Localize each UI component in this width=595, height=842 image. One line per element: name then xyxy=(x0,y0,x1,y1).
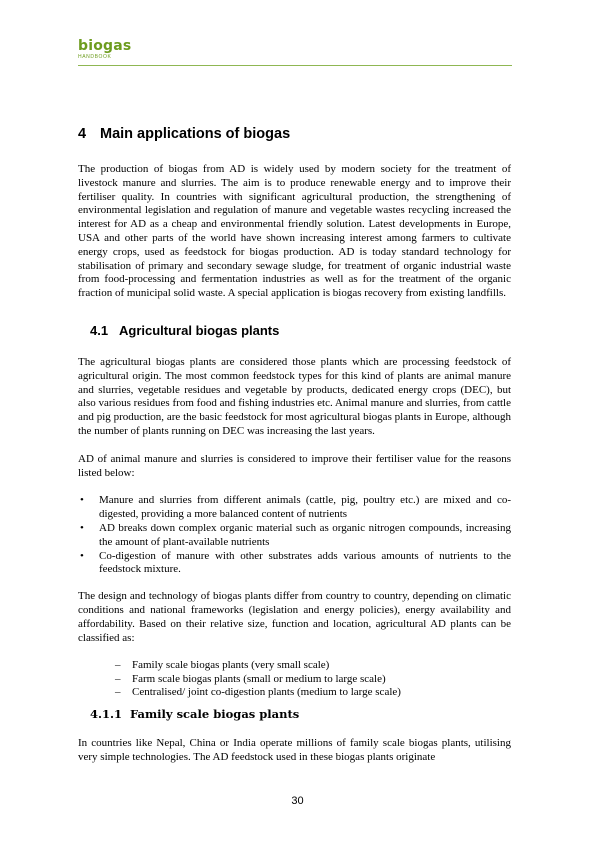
bullet-item xyxy=(78,550,511,578)
subsection-paragraph-1: The agricultural biogas plants are considered those plants which are processing feedstock of agricultural origin. The most common feedstock types for this kind of plants are animal manure and slurries, vegetable residues and vegetable by products, dedicated energy crops (DEC), but also various residues from food and fishing industries etc. Animal manure and slurries, from cattle and pig production, are the basic feedstock for most agricultural biogas plants in Europe, although the number of plants running on DEC was increasing the last years. xyxy=(78,355,511,437)
subsection-title: Agricultural biogas plants xyxy=(119,322,280,338)
running-header xyxy=(78,39,512,60)
dash-item xyxy=(115,659,511,673)
header-divider xyxy=(78,65,512,66)
subsection-paragraph-2: AD of animal manure and slurries is considered to improve their fertiliser value for the reasons listed below: xyxy=(78,452,511,479)
bullet-marker: • xyxy=(80,549,84,562)
dash-text: Centralised/ joint co-digestion plants (medium to large scale) xyxy=(132,686,401,699)
subsection-heading xyxy=(90,323,511,338)
header-brand: biogas xyxy=(78,38,132,54)
bullet-item xyxy=(78,522,511,550)
bullet-text: Co-digestion of manure with other substrates adds various amounts of nutrients to the feedstock mixture. xyxy=(99,549,511,576)
dash-marker: – xyxy=(115,686,121,699)
dash-text: Family scale biogas plants (very small scale) xyxy=(132,659,330,672)
section-title: Main applications of biogas xyxy=(100,126,291,142)
subsection-paragraph-3: The design and technology of biogas plants differ from country to country, depending on climatic conditions and national frameworks (legislation and energy policies), energy availability and affordability. Based on their relative size, function and location, agricultural AD plants can be classified as: xyxy=(78,590,511,644)
subsubsection-title: Family scale biogas plants xyxy=(130,706,300,721)
bullet-text: AD breaks down complex organic material such as organic nitrogen compounds, increasing the amount of plant-available nutrients xyxy=(99,521,511,548)
bullet-item xyxy=(78,494,511,522)
plant-classes-dash-list xyxy=(115,659,511,700)
dash-text: Farm scale biogas plants (small or medium to large scale) xyxy=(132,672,386,685)
header-brand-subtitle: HANDBOOK xyxy=(78,54,112,60)
subsubsection-heading xyxy=(90,707,511,721)
subsubsection-number: 4.1.1 xyxy=(90,706,123,721)
page-number: 30 xyxy=(291,795,304,807)
page-body xyxy=(78,126,511,778)
bullet-marker: • xyxy=(80,521,84,534)
section-number: 4 xyxy=(78,126,87,142)
dash-item xyxy=(115,673,511,687)
bullet-text: Manure and slurries from different animals (cattle, pig, poultry etc.) are mixed and co-digested, providing a more balanced content of nutrients xyxy=(99,494,511,521)
dash-marker: – xyxy=(115,659,121,672)
section-intro-paragraph: The production of biogas from AD is widely used by modern society for the treatment of livestock manure and slurries. The aim is to produce renewable energy and to improve their fertiliser quality. In countries with significant agricultural production, the strengthening of environmental legislation and regulation of manure and vegetable wastes recycling increased the interest for AD as a cheap and environmental friendly solution. Latest developments in Europe, USA and other parts of the world have shown increasing interest among farmers to cultivate energy crops, used as feedstock for biogas production. AD is today standard technology for stabilisation of primary and secondary sewage sludge, for treatment of organic industrial waste from food-processing and fermentation industries as well as for the treatment of the organic fraction of municipal solid waste. A special application is biogas recovery from existing landfills. xyxy=(78,163,511,300)
benefits-bullet-list xyxy=(78,494,511,577)
dash-item xyxy=(115,686,511,700)
section-heading xyxy=(78,126,511,143)
dash-marker: – xyxy=(115,672,121,685)
bullet-marker: • xyxy=(80,494,84,507)
subsection-number: 4.1 xyxy=(90,322,109,338)
subsubsection-paragraph: In countries like Nepal, China or India operate millions of family scale biogas plants, utilising very simple technologies. The AD feedstock used in these biogas plants originate xyxy=(78,736,511,763)
